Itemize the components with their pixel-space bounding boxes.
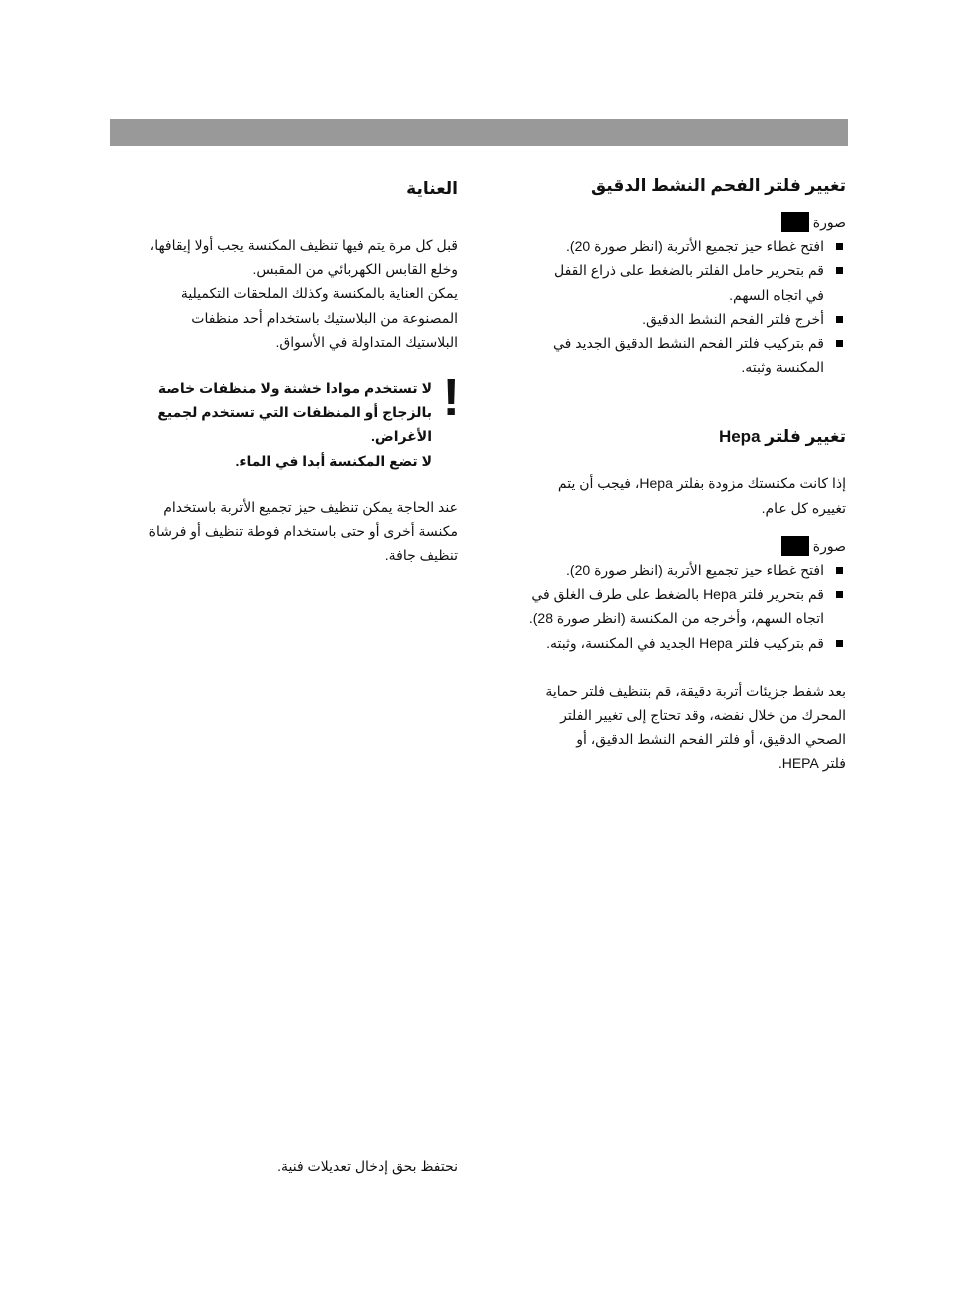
list-item <box>496 631 846 655</box>
line: افتح غطاء حيز تجميع الأتربة (انظر صورة 20). <box>566 238 824 255</box>
figure-label: صورة <box>812 537 846 554</box>
line: بعد شفط جزيئات أتربة دقيقة، قم بتنظيف فلتر حماية <box>545 682 846 699</box>
line: لا تستخدم موادا خشنة ولا منظفات خاصة <box>157 380 432 397</box>
line: قم بتحرير فلتر Hepa بالضغط على طرف الغلق في <box>531 586 824 603</box>
line: قم بتركيب فلتر الفحم النشط الدقيق الجديد في <box>553 335 824 352</box>
section-title-charcoal-filter: تغيير فلتر الفحم النشط الدقيق <box>590 176 846 195</box>
hepa-intro <box>496 471 846 519</box>
line: وخلع القابس الكهربائي من المقبس. <box>252 261 458 278</box>
line: المكنسة وثبته. <box>741 359 824 376</box>
list-item <box>496 331 846 379</box>
list-item <box>496 234 846 258</box>
line: إذا كانت مكنستك مزودة بفلتر Hepa، فيجب أن يتم <box>557 475 846 492</box>
line: فلتر HEPA. <box>777 755 846 772</box>
list-item <box>496 258 846 306</box>
line: قم بتحرير حامل الفلتر بالضغط على ذراع القفل <box>553 262 824 279</box>
line: اتجاه السهم، وأخرجه من المكنسة (انظر صورة 28). <box>528 610 824 627</box>
line: تنظيف جافة. <box>384 547 458 564</box>
figure-reference <box>496 534 846 558</box>
line: الأغراض. <box>370 428 432 445</box>
line: المصنوعة من البلاستيك باستخدام أحد منظفات <box>191 309 458 326</box>
list-item <box>496 558 846 582</box>
line: يمكن العناية بالمكنسة وكذلك الملحقات التكميلية <box>180 285 458 302</box>
care-paragraph <box>113 233 458 354</box>
section-title-hepa-filter: تغيير فلتر Hepa <box>718 427 846 447</box>
section-title-care: العناية <box>406 179 458 198</box>
list-item <box>496 582 846 630</box>
line: عند الحاجة يمكن تنظيف حيز تجميع الأتربة باستخدام <box>163 498 458 515</box>
hepa-note <box>496 679 846 776</box>
line: لا تضع المكنسة أبدا في الماء. <box>235 452 432 469</box>
line: المحرك من خلال نفضه، وقد تحتاج إلى تغيير الفلتر <box>560 707 846 724</box>
line: الصحي الدقيق، أو فلتر الفحم النشط الدقيق، أو <box>576 731 846 748</box>
figure-number-box <box>781 536 809 556</box>
left-column <box>113 172 458 567</box>
line: أخرج فلتر الفحم النشط الدقيق. <box>642 310 824 327</box>
right-column <box>496 172 846 776</box>
line: افتح غطاء حيز تجميع الأتربة (انظر صورة 20). <box>566 562 824 579</box>
line: مكنسة أخرى أو حتى باستخدام فوطة تنظيف أو فرشاة <box>148 523 458 540</box>
line: قم بتركيب فلتر Hepa الجديد في المكنسة، وثبته. <box>546 634 824 651</box>
figure-number-box <box>781 212 809 232</box>
dust-compartment-paragraph <box>113 495 458 568</box>
steps-list <box>496 234 846 379</box>
warning-block <box>113 369 460 473</box>
line: تغييره كل عام. <box>761 499 846 516</box>
warning-icon: ! <box>442 369 460 428</box>
line: بالزجاج أو المنظفات التي تستخدم لجميع <box>157 404 432 421</box>
steps-list <box>496 558 846 655</box>
line: في اتجاه السهم. <box>729 286 824 303</box>
list-item <box>496 307 846 331</box>
line: قبل كل مرة يتم فيها تنظيف المكنسة يجب أولا إيقافها، <box>149 237 458 253</box>
line: البلاستيك المتداولة في الأسواق. <box>275 333 458 350</box>
figure-reference <box>496 210 846 234</box>
footer-note: نحتفظ بحق إدخال تعديلات فنية. <box>277 1158 458 1174</box>
header-bar <box>110 119 848 146</box>
figure-label: صورة <box>812 214 846 230</box>
